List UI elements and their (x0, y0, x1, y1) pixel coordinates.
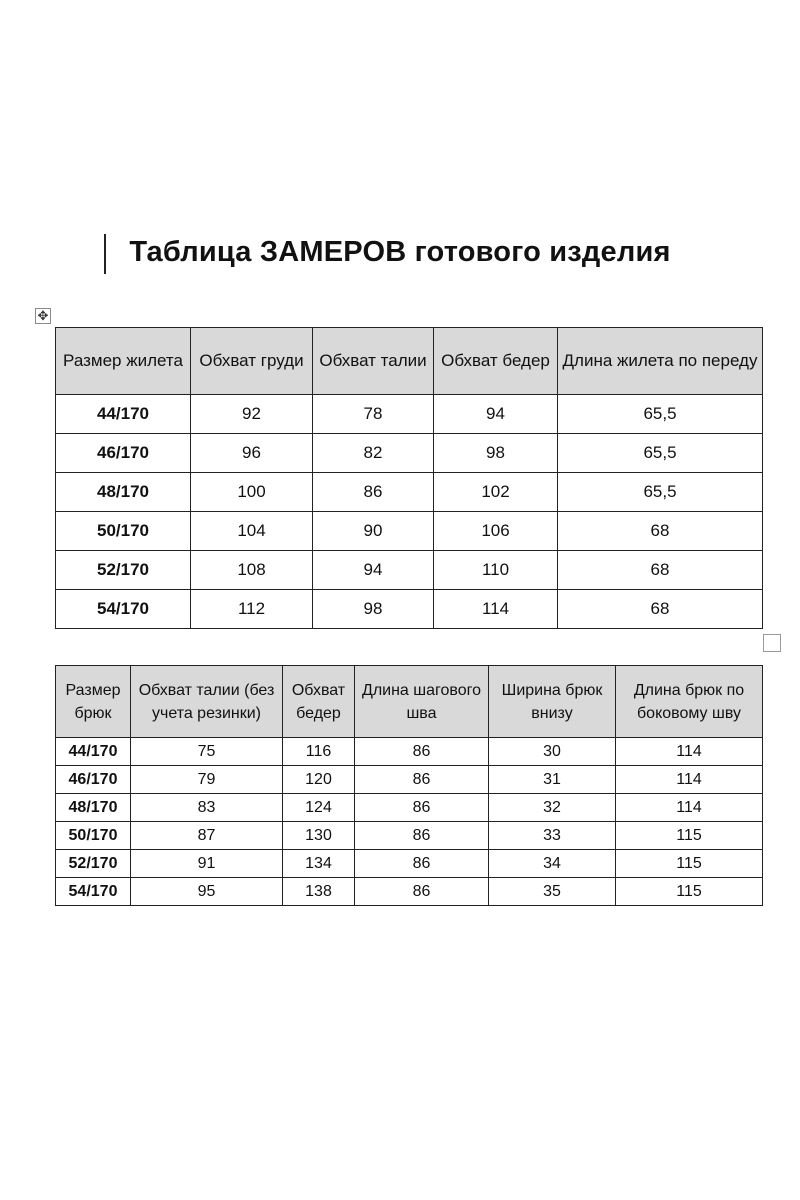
column-header: Обхват талии (без учета резинки) (131, 666, 283, 738)
column-header: Длина брюк по боковому шву (616, 666, 763, 738)
table-cell: 138 (283, 878, 355, 906)
table-row (56, 878, 763, 906)
table-cell: 65,5 (558, 434, 763, 473)
table-row (56, 395, 763, 434)
table-cell: 134 (283, 850, 355, 878)
table-cell: 108 (191, 551, 313, 590)
table-cell: 96 (191, 434, 313, 473)
table-cell: 98 (434, 434, 558, 473)
table-cell: 46/170 (56, 766, 131, 794)
table-cell: 65,5 (558, 395, 763, 434)
table-cell: 90 (313, 512, 434, 551)
table-row (56, 512, 763, 551)
table-row (56, 590, 763, 629)
table-cell: 50/170 (56, 822, 131, 850)
column-header: Обхват груди (191, 328, 313, 395)
column-header: Обхват бедер (434, 328, 558, 395)
table-cell: 130 (283, 822, 355, 850)
table-cell: 54/170 (56, 590, 191, 629)
column-header: Обхват талии (313, 328, 434, 395)
table-cell: 86 (355, 738, 489, 766)
column-header: Ширина брюк внизу (489, 666, 616, 738)
table-cell: 82 (313, 434, 434, 473)
table-cell: 78 (313, 395, 434, 434)
column-header: Обхват бедер (283, 666, 355, 738)
table-cell: 54/170 (56, 878, 131, 906)
table-row (56, 434, 763, 473)
table-cell: 94 (313, 551, 434, 590)
table-cell: 50/170 (56, 512, 191, 551)
table-cell: 110 (434, 551, 558, 590)
table-cell: 44/170 (56, 738, 131, 766)
table-row (56, 850, 763, 878)
table-cell: 44/170 (56, 395, 191, 434)
column-header: Размер брюк (56, 666, 131, 738)
table-cell: 100 (191, 473, 313, 512)
table-cell: 114 (616, 794, 763, 822)
table-cell: 86 (355, 850, 489, 878)
table-cell: 68 (558, 551, 763, 590)
table-cell: 95 (131, 878, 283, 906)
table-cell: 92 (191, 395, 313, 434)
table-cell: 94 (434, 395, 558, 434)
table-cell: 115 (616, 822, 763, 850)
table-cell: 106 (434, 512, 558, 551)
table-cell: 52/170 (56, 551, 191, 590)
column-header: Длина шагового шва (355, 666, 489, 738)
table-cell: 115 (616, 878, 763, 906)
table-header-row (56, 666, 763, 738)
table-cell: 86 (355, 878, 489, 906)
table-cell: 83 (131, 794, 283, 822)
table-row (56, 794, 763, 822)
table-cell: 112 (191, 590, 313, 629)
table-cell: 116 (283, 738, 355, 766)
table-cell: 75 (131, 738, 283, 766)
table-cell: 79 (131, 766, 283, 794)
table-row (56, 822, 763, 850)
table-cell: 35 (489, 878, 616, 906)
table-cell: 30 (489, 738, 616, 766)
table-cell: 86 (355, 766, 489, 794)
table-cell: 46/170 (56, 434, 191, 473)
table-cell: 86 (313, 473, 434, 512)
table-header-row (56, 328, 763, 395)
table-row (56, 766, 763, 794)
page-title: Таблица ЗАМЕРОВ готового изделия (129, 236, 671, 268)
pants-measurements-table (55, 665, 763, 906)
table-cell: 33 (489, 822, 616, 850)
table-row (56, 473, 763, 512)
table-cell: 65,5 (558, 473, 763, 512)
table-cell: 120 (283, 766, 355, 794)
table-cell: 87 (131, 822, 283, 850)
column-header: Размер жилета (56, 328, 191, 395)
table-cell: 32 (489, 794, 616, 822)
table-cell: 31 (489, 766, 616, 794)
table-cell: 98 (313, 590, 434, 629)
table-row (56, 551, 763, 590)
table-cell: 34 (489, 850, 616, 878)
column-header: Длина жилета по переду (558, 328, 763, 395)
table-cell: 91 (131, 850, 283, 878)
table-cell: 115 (616, 850, 763, 878)
table-cell: 86 (355, 822, 489, 850)
table-cell: 48/170 (56, 473, 191, 512)
table-cell: 114 (616, 766, 763, 794)
move-icon[interactable]: ✥ (35, 308, 51, 324)
vest-measurements-table (55, 327, 763, 629)
table-cell: 114 (434, 590, 558, 629)
table-cell: 68 (558, 512, 763, 551)
table-cell: 104 (191, 512, 313, 551)
table-cell: 86 (355, 794, 489, 822)
table-row (56, 738, 763, 766)
table-cell: 124 (283, 794, 355, 822)
table-cell: 52/170 (56, 850, 131, 878)
table-cell: 114 (616, 738, 763, 766)
table-cell: 68 (558, 590, 763, 629)
table-cell: 102 (434, 473, 558, 512)
table-cell: 48/170 (56, 794, 131, 822)
resize-icon[interactable] (763, 634, 781, 652)
